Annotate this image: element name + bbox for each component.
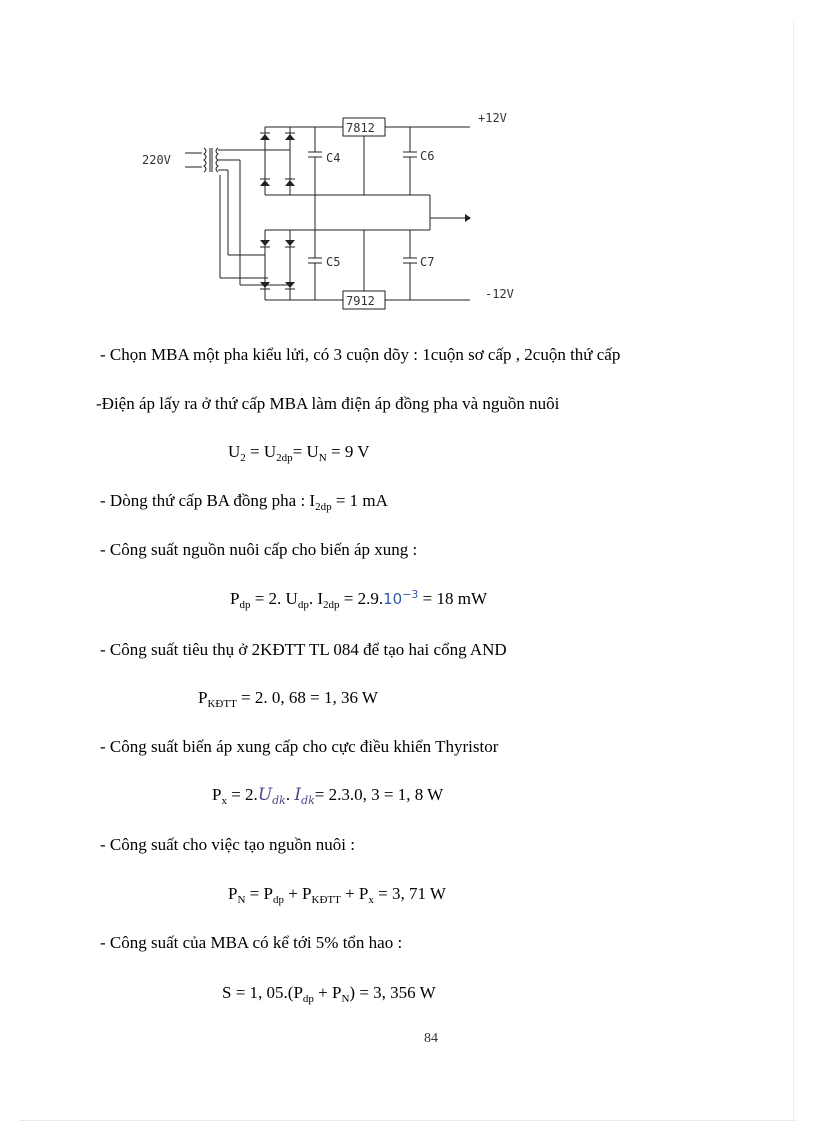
c5-label: C5 [326, 255, 341, 269]
paragraph-pulse-power: - Công suất nguồn nuôi cấp cho biến áp xung : [100, 540, 418, 559]
paragraph-transformer-choice: - Chọn MBA một pha kiểu lửi, có 3 cuộn dõy : 1cuộn sơ cấp , 2cuộn thứ cấp [100, 345, 621, 364]
negative-output-label: -12V [485, 287, 514, 301]
formula-u2: $U_2 = U_{2dp}= U_N = 9$ V [228, 442, 370, 464]
regulator-7912-label: 7912 [346, 294, 375, 308]
paragraph-sync-current: - Dòng thứ cấp BA đồng pha : $I_{2dp} = 1$ mA [100, 491, 388, 513]
paragraph-supply-power: - Công suất cho việc tạo nguồn nuôi : [100, 835, 355, 854]
c4-label: C4 [326, 151, 341, 165]
formula-px: $P_x = 2.U_{dk}$. $I_{dk}= 2.3.0$, 3 = 1, 8 W [212, 785, 444, 807]
formula-pkdtt: $P_{KĐTT} = 2$. 0, 68 = 1, 36 W [198, 688, 378, 710]
page-right-border [793, 20, 794, 1119]
page-number: 84 [424, 1031, 438, 1046]
paragraph-transformer-power: - Công suất của MBA có kể tới 5% tổn hao : [100, 933, 403, 952]
paragraph-opamp-power: - Công suất tiêu thụ ở 2KĐTT TL 084 để tạo hai cổng AND [100, 640, 507, 659]
input-voltage-label: 220V [142, 153, 171, 167]
regulator-7812-label: 7812 [346, 121, 375, 135]
paragraph-secondary-voltage: -Điện áp lấy ra ở thứ cấp MBA làm điện áp đồng pha và nguồn nuôi [96, 394, 560, 413]
formula-pdp: $P_{dp} = 2$. $U_{dp}$. $I_{2dp} = 2.9.10^{-3} = 18$ mW [230, 588, 488, 611]
positive-output-label: +12V [478, 111, 507, 125]
formula-pn: $P_N = P_{dp} + P_{KĐTT} + P_x = 3$, 71 W [228, 884, 446, 906]
paragraph-thyristor-power: - Công suất biến áp xung cấp cho cực điều khiển Thyristor [100, 737, 499, 756]
formula-s: S = 1, $05.(P_{dp} + P_N) = 3$, 356 W [222, 983, 436, 1005]
c7-label: C7 [420, 255, 435, 269]
page-bottom-border [20, 1120, 796, 1121]
power-supply-circuit-diagram [130, 100, 550, 325]
c6-label: C6 [420, 149, 435, 163]
